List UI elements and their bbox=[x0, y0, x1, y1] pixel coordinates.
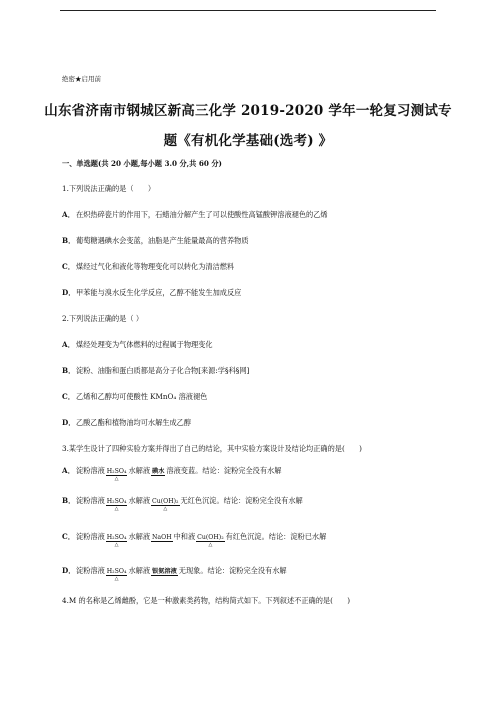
question-2-stem: 2.下列说法正确的是（ ） bbox=[62, 314, 144, 323]
question-3-option-d bbox=[62, 566, 287, 582]
section-heading: 一、单选题(共 20 小题,每小题 3.0 分,共 60 分) bbox=[62, 159, 222, 168]
option-text: 水解液 bbox=[128, 496, 151, 505]
reaction-arrow bbox=[106, 468, 128, 482]
option-letter: A． bbox=[62, 466, 75, 475]
option-text: 煤经处理变为气体燃料的过程属于物理变化 bbox=[76, 340, 213, 349]
question-3-option-b bbox=[62, 496, 303, 512]
option-text: 甲苯能与溴水反生化学反应，乙醇不能发生加成反应 bbox=[76, 288, 242, 297]
option-text: 水解液 bbox=[128, 566, 151, 575]
question-1-option-d bbox=[62, 288, 241, 298]
option-letter: B． bbox=[62, 236, 76, 245]
secret-label: 绝密★启用前 bbox=[62, 75, 101, 83]
question-3-option-c bbox=[62, 532, 327, 548]
reagent-label: NaOH bbox=[152, 534, 172, 541]
option-text: 在炽热碎瓷片的作用下，石蜡油分解产生了可以使酸性高锰酸钾溶液褪色的乙烯 bbox=[76, 210, 328, 219]
reagent-label: 碘水 bbox=[152, 468, 165, 475]
header-rule bbox=[60, 10, 436, 11]
question-1-option-c bbox=[62, 262, 234, 272]
option-letter: D． bbox=[62, 288, 76, 297]
option-letter: A． bbox=[62, 210, 75, 219]
heat-symbol: △ bbox=[114, 576, 119, 582]
option-letter: C． bbox=[62, 262, 75, 271]
option-text: 有红色沉淀。结论：淀粉已水解 bbox=[225, 532, 327, 541]
reaction-arrow bbox=[106, 498, 128, 512]
option-letter: D． bbox=[62, 418, 76, 427]
option-text: 无现象。结论：淀粉完全没有水解 bbox=[178, 566, 287, 575]
question-2-option-d bbox=[62, 418, 191, 428]
option-text: 煤经过气化和液化等物理变化可以转化为清洁燃料 bbox=[76, 262, 235, 271]
option-text: 淀粉溶液 bbox=[76, 532, 105, 541]
option-letter: A． bbox=[62, 340, 75, 349]
option-text: 淀粉溶液 bbox=[76, 566, 105, 575]
reagent-label: H₂SO₄ bbox=[106, 534, 127, 541]
reagent-label: 银氨溶液 bbox=[152, 568, 177, 575]
question-1-stem: 1.下列说法正确的是（ ） bbox=[62, 184, 156, 193]
heat-symbol: △ bbox=[114, 476, 119, 482]
reagent-label: H₂SO₄ bbox=[106, 498, 127, 505]
option-text: 乙酸乙酯和植物油均可水解生成乙醇 bbox=[76, 418, 192, 427]
reaction-arrow bbox=[106, 534, 128, 548]
question-4-stem: 4.M 的名称是乙烯雌酚，它是一种激素类药物，结构简式如下。下列叙述不正确的是( ) bbox=[62, 596, 351, 605]
reaction-arrow bbox=[151, 468, 165, 476]
heat-symbol: △ bbox=[114, 506, 119, 512]
question-3-option-a bbox=[62, 466, 282, 482]
reaction-arrow bbox=[196, 534, 225, 548]
question-1-option-a bbox=[62, 210, 328, 220]
question-1-option-b bbox=[62, 236, 249, 246]
question-2-option-b bbox=[62, 366, 249, 376]
document-title-line-1: 山东省济南市钢城区新高三化学 2019-2020 学年一轮复习测试专 bbox=[44, 103, 452, 119]
option-text: 溶液变蓝。结论：淀粉完全没有水解 bbox=[166, 466, 282, 475]
heat-symbol: △ bbox=[114, 542, 119, 548]
question-2-option-a bbox=[62, 340, 213, 350]
reagent-label: Cu(OH)₂ bbox=[152, 498, 179, 505]
reaction-arrow bbox=[151, 568, 178, 576]
option-letter: C． bbox=[62, 392, 75, 401]
option-letter: C． bbox=[62, 532, 75, 541]
option-letter: D． bbox=[62, 566, 76, 575]
option-text: 淀粉溶液 bbox=[76, 496, 105, 505]
option-text: 淀粉溶液 bbox=[76, 466, 105, 475]
reagent-label: H₂SO₄ bbox=[106, 468, 127, 475]
reagent-label: Cu(OH)₂ bbox=[197, 534, 224, 541]
option-text: 中和液 bbox=[173, 532, 196, 541]
option-text: 乙烯和乙醇均可使酸性 KMnO₄ 溶液褪色 bbox=[76, 392, 208, 401]
option-letter: B． bbox=[62, 366, 76, 375]
question-3-stem: 3.某学生设计了四种实验方案并得出了自己的结论，其中实验方案设计及结论均正确的是( ) bbox=[62, 444, 362, 453]
option-text: 水解液 bbox=[128, 532, 151, 541]
reaction-arrow bbox=[106, 568, 128, 582]
document-title-line-2: 题《有机化学基础(选考) 》 bbox=[163, 133, 333, 149]
option-text: 淀粉、油脂和蛋白质都是高分子化合物[来源:学§科§网] bbox=[76, 366, 250, 375]
reagent-label: H₂SO₄ bbox=[106, 568, 127, 575]
option-text: 无红色沉淀。结论：淀粉完全没有水解 bbox=[180, 496, 303, 505]
reaction-arrow bbox=[151, 498, 180, 512]
option-letter: B． bbox=[62, 496, 76, 505]
option-text: 水解液 bbox=[128, 466, 151, 475]
heat-symbol: △ bbox=[208, 542, 213, 548]
heat-symbol: △ bbox=[163, 506, 168, 512]
option-text: 葡萄糖遇碘水会变蓝，油脂是产生能量最高的营养物质 bbox=[76, 236, 249, 245]
question-2-option-c bbox=[62, 392, 207, 402]
reaction-arrow bbox=[151, 534, 173, 542]
